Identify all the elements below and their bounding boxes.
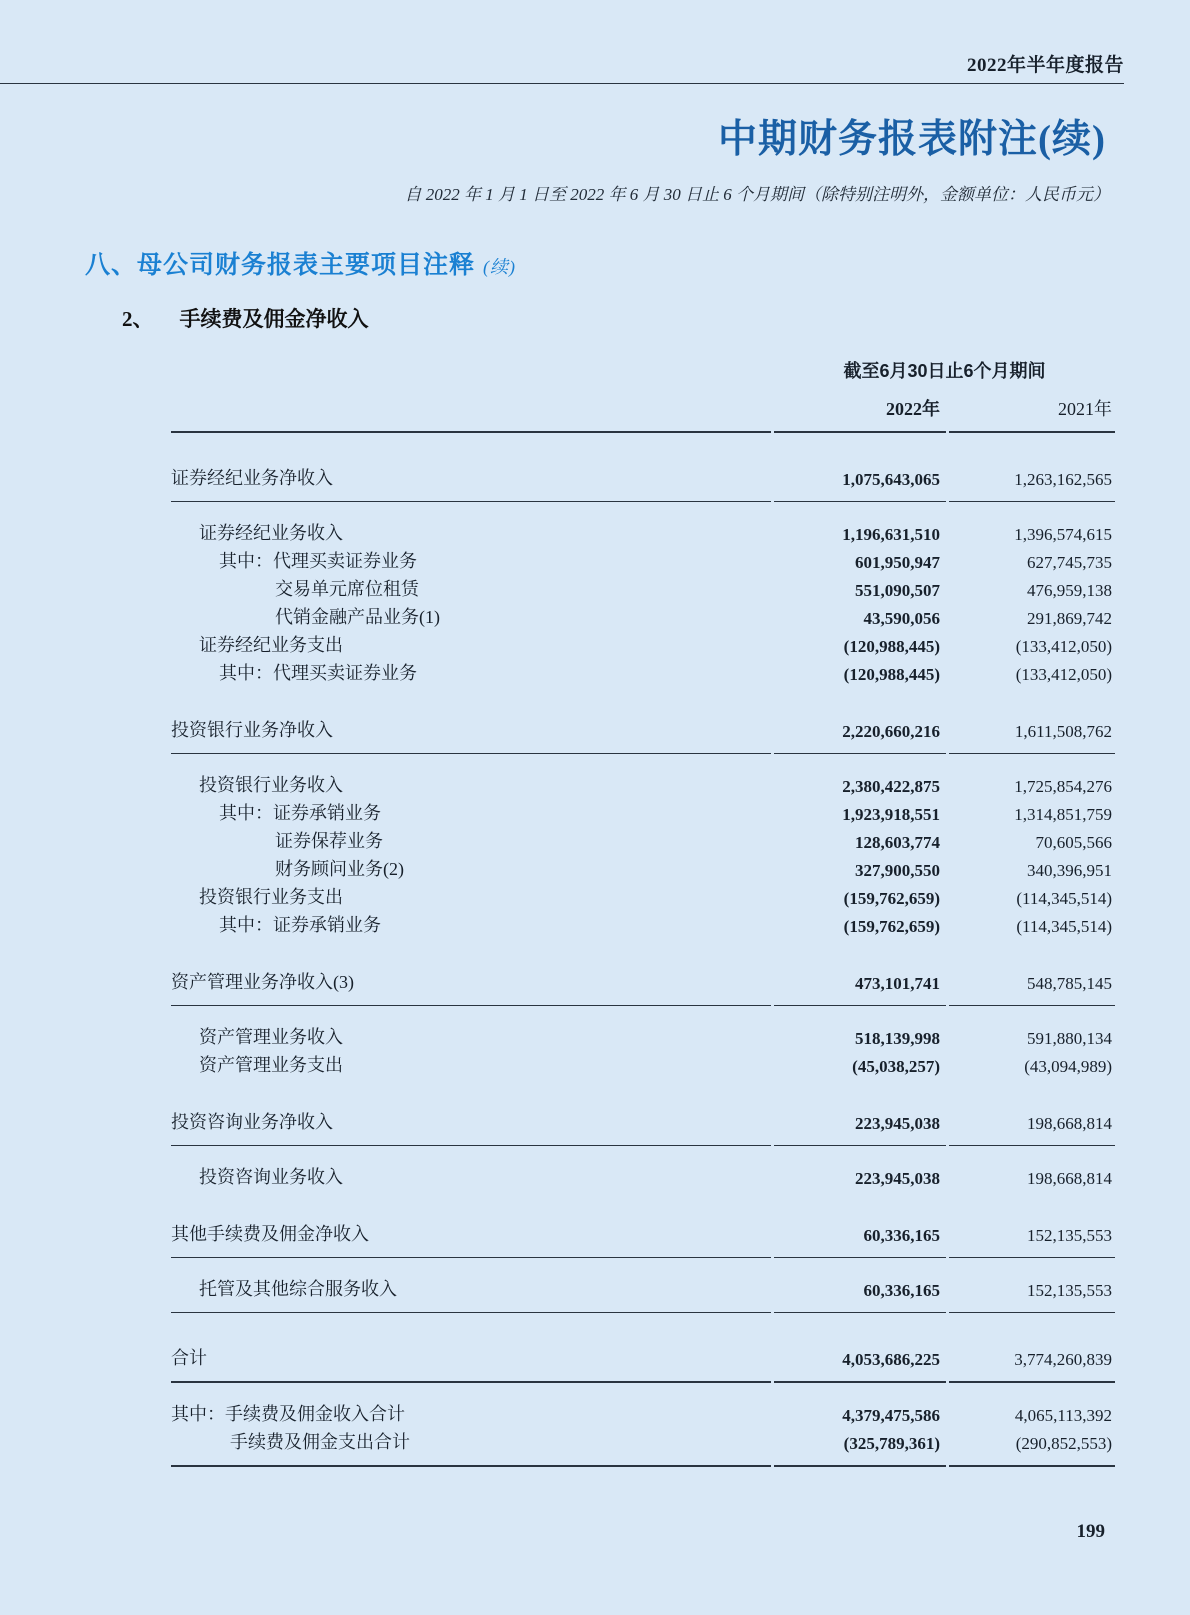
row-label: 其中：代理买卖证券业务 bbox=[219, 551, 417, 571]
row-label: 交易单元席位租赁 bbox=[275, 579, 419, 599]
table-row bbox=[171, 825, 1115, 853]
table-row bbox=[171, 517, 1115, 545]
value-2021: 3,774,260,839 bbox=[949, 1342, 1115, 1383]
row-label: 资产管理业务收入 bbox=[199, 1027, 343, 1047]
subsection-title: 手续费及佣金净收入 bbox=[179, 307, 369, 331]
value-2022: 43,590,056 bbox=[863, 609, 940, 628]
spacer-row bbox=[171, 1006, 1115, 1021]
spacer-row bbox=[171, 502, 1115, 517]
row-label: 代销金融产品业务(1) bbox=[275, 607, 440, 627]
table-row bbox=[171, 909, 1115, 937]
value-2021: 1,611,508,762 bbox=[949, 714, 1115, 754]
year-header-row bbox=[171, 387, 1115, 433]
row-label: 其中：证券承销业务 bbox=[219, 915, 381, 935]
value-2021: 476,959,138 bbox=[1027, 581, 1113, 600]
table-row bbox=[171, 545, 1115, 573]
value-2021: 198,668,814 bbox=[1027, 1169, 1113, 1188]
value-2022: 223,945,038 bbox=[774, 1106, 946, 1146]
value-2021: 340,396,951 bbox=[1027, 861, 1113, 880]
subsection-number: 2、 bbox=[122, 307, 154, 331]
row-label: 证券经纪业务净收入 bbox=[171, 462, 771, 502]
value-2022: 60,336,165 bbox=[774, 1218, 946, 1258]
value-2022: 2,220,660,216 bbox=[774, 714, 946, 754]
value-2021: 548,785,145 bbox=[949, 966, 1115, 1006]
value-2022: (45,038,257) bbox=[852, 1057, 940, 1076]
section-heading bbox=[85, 245, 1190, 281]
value-2021: (43,094,989) bbox=[1024, 1057, 1113, 1076]
table-row bbox=[171, 714, 1115, 754]
row-label: 财务顾问业务(2) bbox=[275, 859, 404, 879]
column-header-2022: 2022年 bbox=[774, 387, 946, 433]
table-row bbox=[171, 657, 1115, 685]
column-header-2021: 2021年 bbox=[949, 387, 1115, 433]
value-2021: 1,263,162,565 bbox=[949, 462, 1115, 502]
value-2021: 1,396,574,615 bbox=[1014, 525, 1113, 544]
table-row bbox=[171, 601, 1115, 629]
page-number: 199 bbox=[1076, 1521, 1105, 1542]
value-2022: 551,090,507 bbox=[855, 581, 940, 600]
table-row bbox=[171, 1218, 1115, 1258]
value-2021: 1,725,854,276 bbox=[1014, 777, 1113, 796]
value-2022: (159,762,659) bbox=[843, 917, 940, 936]
value-2022: 601,950,947 bbox=[855, 553, 940, 572]
table-row bbox=[171, 1273, 1115, 1313]
value-2021: 152,135,553 bbox=[949, 1273, 1115, 1313]
table-row bbox=[171, 966, 1115, 1006]
row-label: 托管及其他综合服务收入 bbox=[171, 1273, 771, 1313]
report-header: 2022年半年度报告 bbox=[966, 55, 1124, 76]
value-2022: (120,988,445) bbox=[843, 665, 940, 684]
fee-commission-table bbox=[168, 351, 1118, 1467]
row-label: 投资银行业务收入 bbox=[199, 775, 343, 795]
table-row bbox=[171, 1049, 1115, 1077]
row-label: 投资银行业务净收入 bbox=[171, 714, 771, 754]
header-divider bbox=[0, 83, 1124, 84]
spacer-row bbox=[171, 1146, 1115, 1161]
value-2021: 291,869,742 bbox=[1027, 609, 1113, 628]
table-row bbox=[171, 1161, 1115, 1189]
row-label: 资产管理业务支出 bbox=[199, 1055, 343, 1075]
row-label: 合计 bbox=[171, 1342, 771, 1383]
empty-cell bbox=[171, 387, 771, 433]
page-subtitle: 自 2022 年 1 月 1 日至 2022 年 6 月 30 日止 6 个月期间（除特别注明外，金额单位：人民币元） bbox=[404, 185, 1110, 204]
row-label: 其他手续费及佣金净收入 bbox=[171, 1218, 771, 1258]
spacer-row bbox=[171, 1313, 1115, 1342]
period-header-row bbox=[171, 351, 1115, 387]
table-row bbox=[171, 1106, 1115, 1146]
value-2021: (133,412,050) bbox=[1015, 637, 1113, 656]
value-2022: 60,336,165 bbox=[774, 1273, 946, 1313]
row-label: 投资咨询业务收入 bbox=[199, 1167, 343, 1187]
table-row bbox=[171, 797, 1115, 825]
row-label: 其中：手续费及佣金收入合计 bbox=[171, 1404, 405, 1424]
spacer-row bbox=[171, 433, 1115, 462]
spacer-row bbox=[171, 754, 1115, 769]
value-2022: (159,762,659) bbox=[843, 889, 940, 908]
spacer-row bbox=[171, 1077, 1115, 1106]
empty-cell bbox=[171, 351, 771, 387]
table-row bbox=[171, 1398, 1115, 1426]
row-label: 手续费及佣金支出合计 bbox=[171, 1426, 771, 1467]
spacer-row bbox=[171, 937, 1115, 966]
section-heading-text: 八、母公司财务报表主要项目注释 bbox=[85, 251, 476, 279]
value-2022: (120,988,445) bbox=[843, 637, 940, 656]
row-label: 证券经纪业务收入 bbox=[199, 523, 343, 543]
table-row bbox=[171, 629, 1115, 657]
value-2022: 4,379,475,586 bbox=[842, 1406, 940, 1425]
value-2021: (290,852,553) bbox=[949, 1426, 1115, 1467]
row-label: 投资银行业务支出 bbox=[199, 887, 343, 907]
value-2022: 1,923,918,551 bbox=[842, 805, 940, 824]
value-2021: (133,412,050) bbox=[1015, 665, 1113, 684]
spacer-row bbox=[171, 1258, 1115, 1273]
value-2021: 591,880,134 bbox=[1027, 1029, 1113, 1048]
value-2021: 627,745,735 bbox=[1027, 553, 1113, 572]
table-container bbox=[168, 351, 1190, 1467]
subsection-heading bbox=[122, 303, 1190, 333]
value-2022: 1,196,631,510 bbox=[842, 525, 940, 544]
table-row bbox=[171, 1021, 1115, 1049]
table-row bbox=[171, 769, 1115, 797]
table-row bbox=[171, 853, 1115, 881]
row-label: 其中：证券承销业务 bbox=[219, 803, 381, 823]
value-2022: 473,101,741 bbox=[774, 966, 946, 1006]
period-header: 截至6月30日止6个月期间 bbox=[843, 361, 1046, 381]
value-2021: 70,605,566 bbox=[1035, 833, 1113, 852]
row-label: 资产管理业务净收入(3) bbox=[171, 966, 771, 1006]
table-row bbox=[171, 881, 1115, 909]
value-2022: (325,789,361) bbox=[774, 1426, 946, 1467]
table-row bbox=[171, 1426, 1115, 1467]
spacer-row bbox=[171, 1189, 1115, 1218]
value-2021: 4,065,113,392 bbox=[1014, 1406, 1113, 1425]
section-heading-suffix: (续) bbox=[483, 257, 517, 277]
value-2022: 4,053,686,225 bbox=[774, 1342, 946, 1383]
table-body bbox=[171, 433, 1115, 1467]
row-label: 证券经纪业务支出 bbox=[199, 635, 343, 655]
row-label: 投资咨询业务净收入 bbox=[171, 1106, 771, 1146]
value-2021: 198,668,814 bbox=[949, 1106, 1115, 1146]
value-2021: 152,135,553 bbox=[949, 1218, 1115, 1258]
value-2022: 2,380,422,875 bbox=[842, 777, 940, 796]
row-label: 其中：代理买卖证券业务 bbox=[219, 663, 417, 683]
value-2022: 128,603,774 bbox=[855, 833, 940, 852]
value-2022: 518,139,998 bbox=[855, 1029, 940, 1048]
value-2022: 223,945,038 bbox=[855, 1169, 940, 1188]
row-label: 证券保荐业务 bbox=[275, 831, 383, 851]
value-2021: 1,314,851,759 bbox=[1014, 805, 1113, 824]
value-2021: (114,345,514) bbox=[1016, 917, 1113, 936]
spacer-row bbox=[171, 1383, 1115, 1398]
page-title: 中期财务报表附注(续) bbox=[718, 118, 1106, 161]
value-2021: (114,345,514) bbox=[1016, 889, 1113, 908]
table-row bbox=[171, 1342, 1115, 1383]
value-2022: 327,900,550 bbox=[855, 861, 940, 880]
table-row bbox=[171, 462, 1115, 502]
value-2022: 1,075,643,065 bbox=[774, 462, 946, 502]
table-row bbox=[171, 573, 1115, 601]
spacer-row bbox=[171, 685, 1115, 714]
